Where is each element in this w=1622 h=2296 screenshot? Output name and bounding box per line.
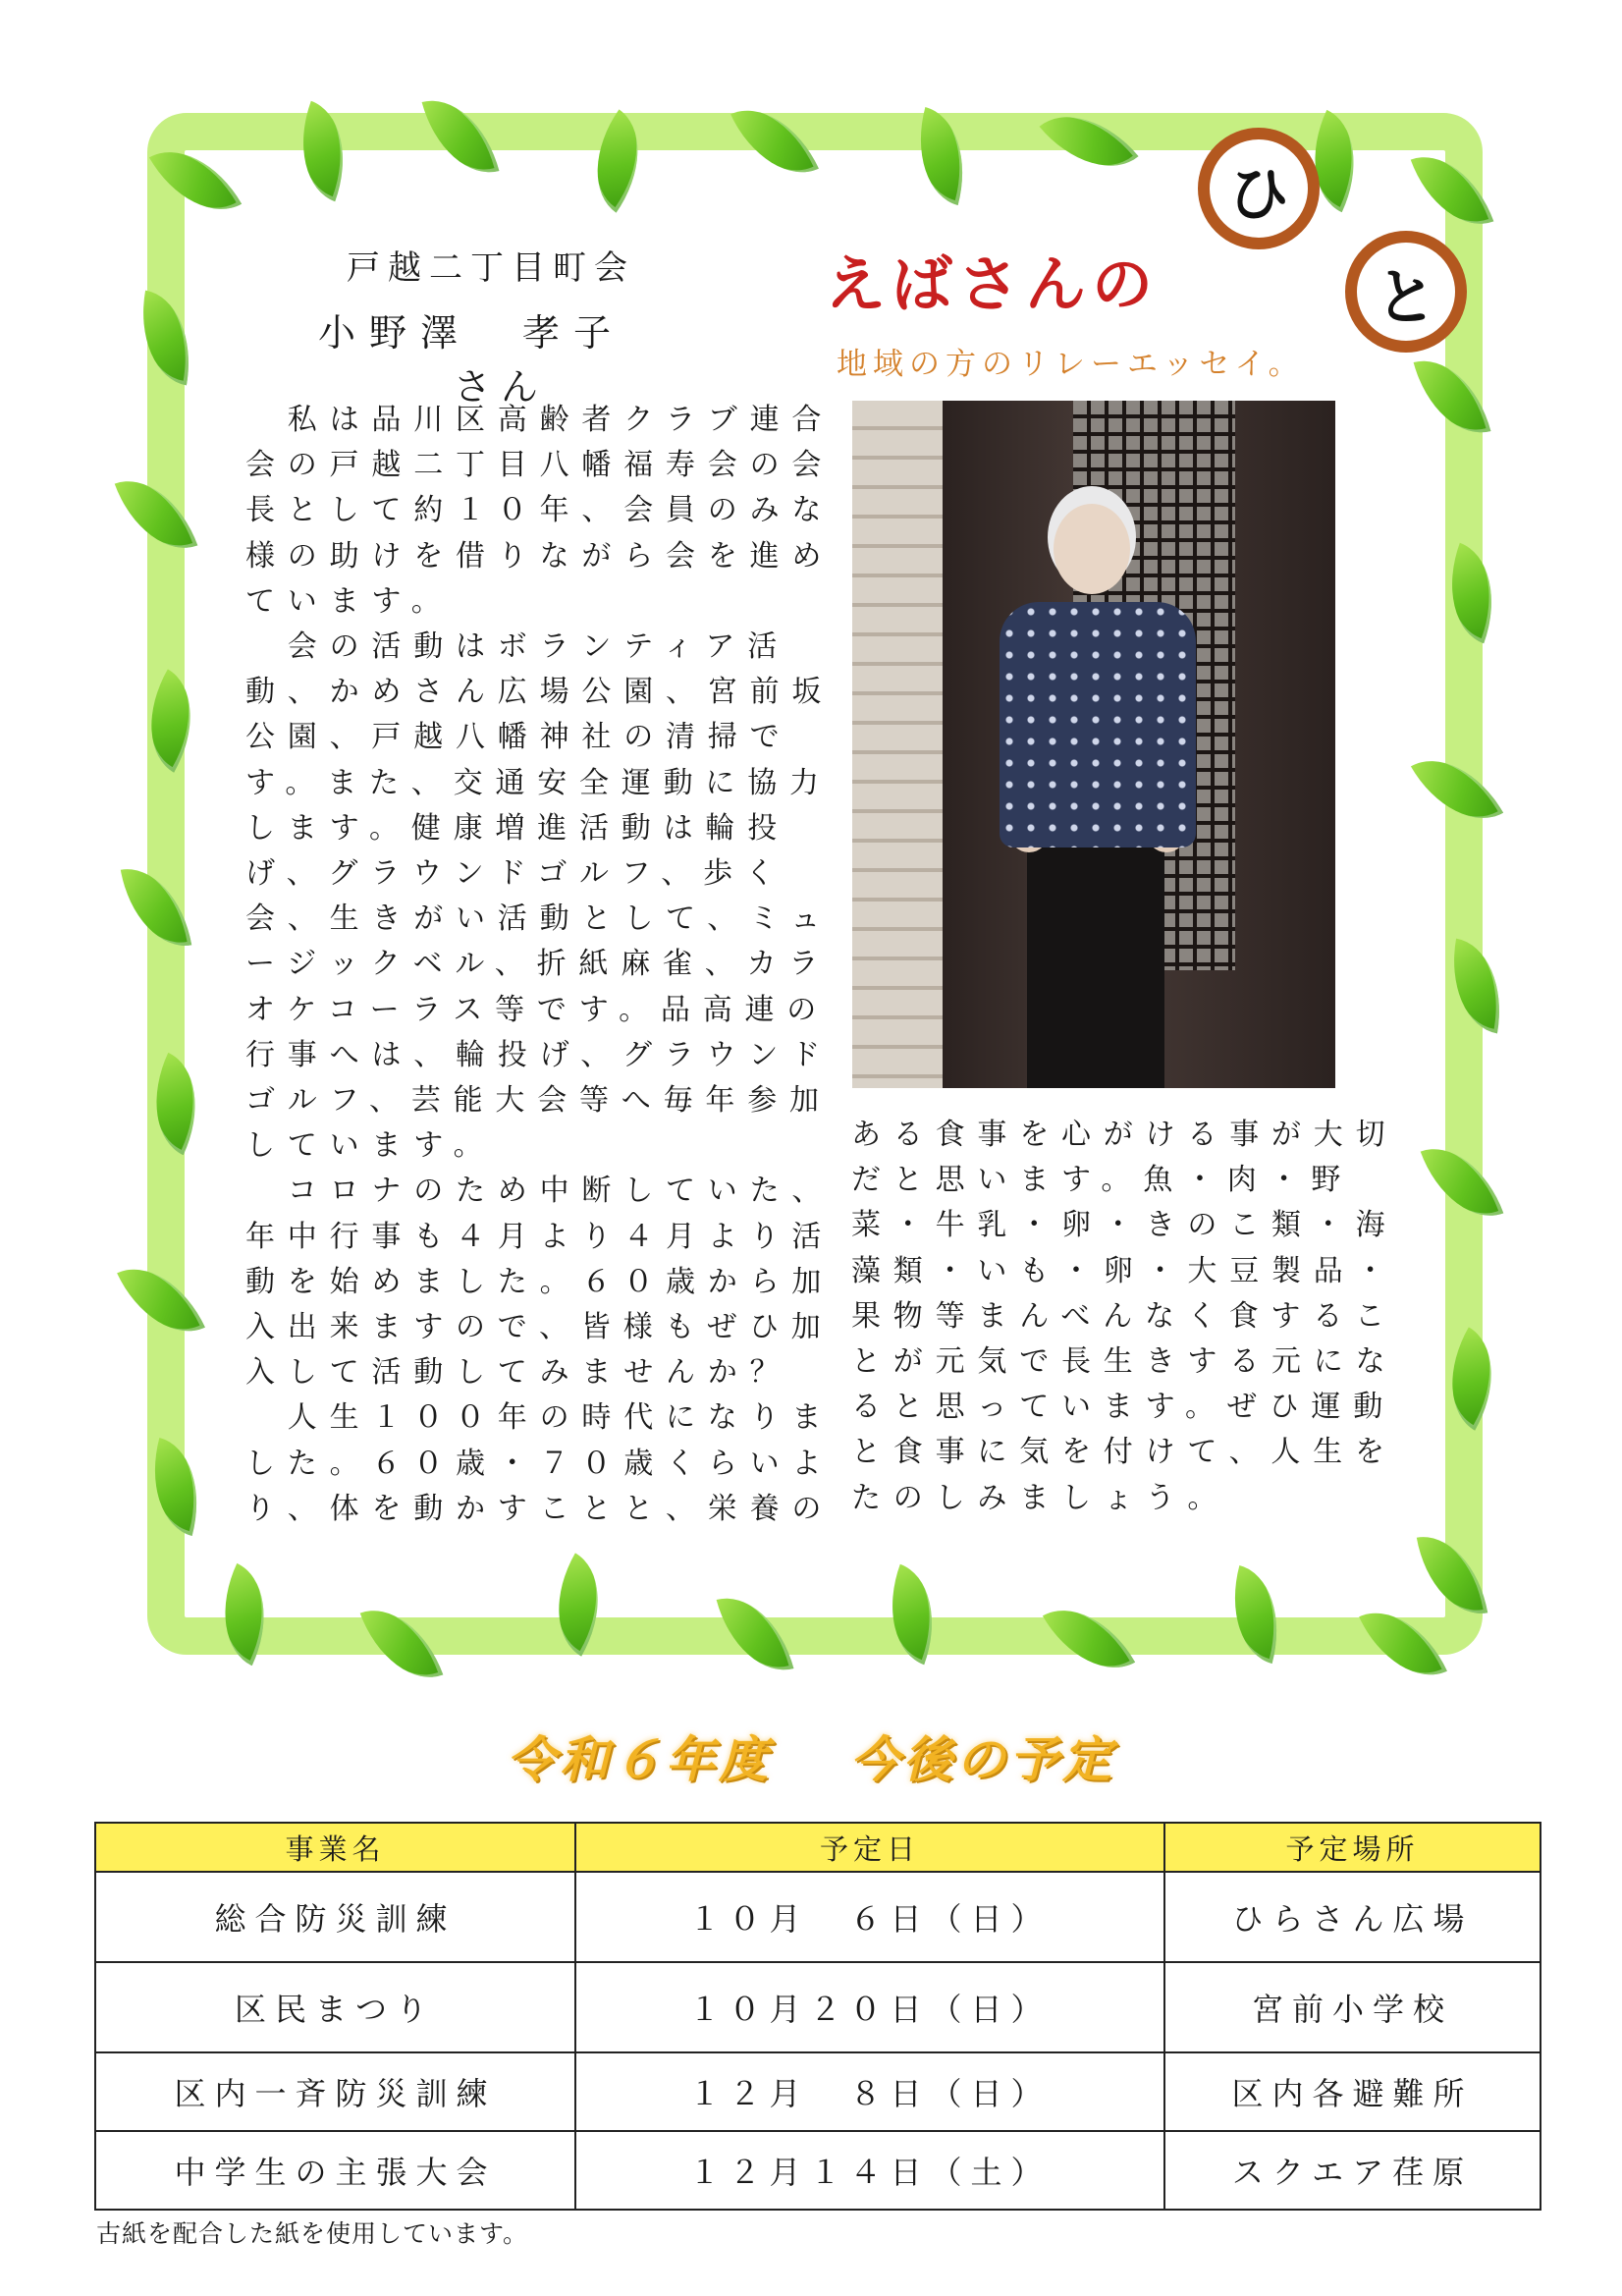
table-row: [95, 2052, 1541, 2131]
schedule-table: [94, 1822, 1541, 2211]
schedule-title: [0, 1721, 1622, 1791]
header-venue: 予定場所: [1164, 1823, 1541, 1872]
author-organization: 戸越二丁目町会: [347, 248, 635, 288]
photo-brick-wall: [852, 401, 943, 1088]
event-venue-cell: 区内各避難所: [1164, 2052, 1541, 2131]
recycled-paper-note: 古紙を配合した紙を使用しています。: [96, 2219, 529, 2248]
event-name-cell: 中学生の主張大会: [95, 2131, 575, 2210]
event-date-cell: １２月１４日（土）: [575, 2131, 1164, 2210]
author-name: 小野澤 孝子: [317, 311, 624, 355]
event-venue-cell: ひらさん広場: [1164, 1872, 1541, 1962]
header-event-name: 事業名: [95, 1823, 575, 1872]
event-name-cell: 区民まつり: [95, 1962, 575, 2052]
photo-person-shirt: [1000, 602, 1196, 847]
event-venue-cell: 宮前小学校: [1164, 1962, 1541, 2052]
event-date-cell: １２月 ８日（日）: [575, 2052, 1164, 2131]
event-name-cell: 総合防災訓練: [95, 1872, 575, 1962]
badge-circle-hi: ひ: [1198, 128, 1320, 249]
event-venue-cell: スクエア荏原: [1164, 2131, 1541, 2210]
photo-person-head: [1054, 504, 1130, 594]
series-subtitle: 地域の方のリレーエッセイ。: [837, 347, 1305, 382]
essay-right-column: ある食事を心がける事が大切 だと思います。魚・肉・野 菜・牛乳・卵・きのこ類・海 藻類・いも・卵・大豆製品・ 果物等まんべんなく食するこ とが元気で長生きする元にな ると思っています。ぜひ運動 と食事に気を付けて、人生を たのしみましょう。: [851, 1118, 1398, 1515]
badge-circle-to: と: [1345, 231, 1467, 353]
schedule-title-label: 今後の予定: [850, 1731, 1115, 1788]
table-row: [95, 1962, 1541, 2052]
table-row: [95, 2131, 1541, 2210]
photo-person-legs: [1027, 843, 1164, 1088]
author-honorific: さん: [453, 365, 548, 409]
schedule-header-row: [95, 1823, 1541, 1872]
header-scheduled-date: 予定日: [575, 1823, 1164, 1872]
portrait-photo: [852, 401, 1335, 1088]
event-name-cell: 区内一斉防災訓練: [95, 2052, 575, 2131]
author-name-line: [295, 302, 707, 410]
schedule-title-year: 令和６年度: [507, 1731, 772, 1788]
table-row: [95, 1872, 1541, 1962]
series-title: えばさんの: [825, 248, 1160, 320]
essay-left-column: 私は品川区高齢者クラブ連合 会の戸越二丁目八幡福寿会の会 長として約１０年、会員のみな 様の助けを借りながら会を進め ています。 会の活動はボランティア活 動、かめさん広場公園、宮前坂 公園、戸越八幡神社の清掃で す。また、交通安全運動に協力 します。健康増進活動は輪投 げ、グラウンドゴルフ、歩く 会、生きがい活動として、ミュ ージックベル、折紙麻雀、カラ オケコーラス等です。品高連の 行事へは、輪投げ、グラウンド ゴルフ、芸能大会等へ毎年参加 しています。 コロナのため中断していた、 年中行事も４月より４月より活 動を始めました。６０歳から加 入出来ますので、皆様もぜひ加 入して活動してみませんか？ 人生１００年の時代になりま した。６０歳・７０歳くらいよ り、体を動かすことと、栄養の: [245, 403, 835, 1526]
event-date-cell: １０月 ６日（日）: [575, 1872, 1164, 1962]
event-date-cell: １０月２０日（日）: [575, 1962, 1164, 2052]
